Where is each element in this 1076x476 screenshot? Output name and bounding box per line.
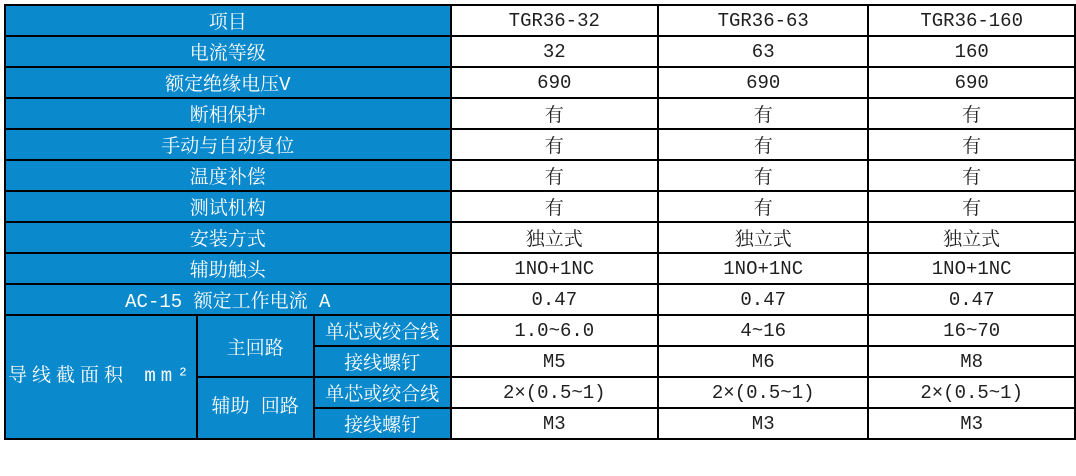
table-row-rated-insulation-voltage xyxy=(5,67,1075,98)
value-cell: M8 xyxy=(868,346,1075,377)
table-row-current-class xyxy=(5,36,1075,67)
value-cell: 4~16 xyxy=(658,315,868,346)
value-cell: 有 xyxy=(658,98,868,129)
value-cell: 2×(0.5~1) xyxy=(868,377,1075,408)
table-row-manual-auto-reset xyxy=(5,129,1075,160)
value-cell: 有 xyxy=(868,129,1075,160)
value-cell: M3 xyxy=(868,408,1075,439)
row-label-mounting-type: 安装方式 xyxy=(5,222,451,253)
spec-table xyxy=(4,4,1076,440)
table-row-temperature-compensation xyxy=(5,160,1075,191)
value-cell: 有 xyxy=(658,191,868,222)
col-header-model-tgr36-160: TGR36-160 xyxy=(868,5,1075,36)
table-row-phase-loss-protection xyxy=(5,98,1075,129)
table-row-test-mechanism xyxy=(5,191,1075,222)
table-row-auxiliary-contacts xyxy=(5,253,1075,284)
row-label-aux-circuit: 辅助 回路 xyxy=(197,377,314,439)
value-cell: M5 xyxy=(451,346,659,377)
row-label-test-mechanism: 测试机构 xyxy=(5,191,451,222)
value-cell: 有 xyxy=(451,129,659,160)
value-cell: 有 xyxy=(451,160,659,191)
row-label-temperature-compensation: 温度补偿 xyxy=(5,160,451,191)
value-cell: M3 xyxy=(658,408,868,439)
row-label-terminal-screw: 接线螺钉 xyxy=(314,346,451,377)
value-cell: 独立式 xyxy=(451,222,659,253)
table-row-mounting-type xyxy=(5,222,1075,253)
row-label-terminal-screw: 接线螺钉 xyxy=(314,408,451,439)
row-label-manual-auto-reset: 手动与自动复位 xyxy=(5,129,451,160)
value-cell: 1NO+1NC xyxy=(658,253,868,284)
value-cell: 有 xyxy=(451,191,659,222)
value-cell: 有 xyxy=(868,98,1075,129)
value-cell: 有 xyxy=(868,191,1075,222)
value-cell: 有 xyxy=(658,160,868,191)
value-cell: 有 xyxy=(451,98,659,129)
value-cell: 160 xyxy=(868,36,1075,67)
table-row-main-circuit-wire xyxy=(5,315,1075,346)
col-header-model-tgr36-32: TGR36-32 xyxy=(451,5,659,36)
value-cell: 690 xyxy=(658,67,868,98)
row-label-wire-cross-section: 导线截面积 mm² xyxy=(5,315,197,439)
value-cell: 有 xyxy=(658,129,868,160)
row-label-single-or-stranded-wire: 单芯或绞合线 xyxy=(314,377,451,408)
table-row-header xyxy=(5,5,1075,36)
value-cell: M3 xyxy=(451,408,659,439)
value-cell: 有 xyxy=(868,160,1075,191)
value-cell: 63 xyxy=(658,36,868,67)
table-row-ac15-rated-current xyxy=(5,284,1075,315)
row-label-phase-loss-protection: 断相保护 xyxy=(5,98,451,129)
value-cell: 32 xyxy=(451,36,659,67)
value-cell: 1.0~6.0 xyxy=(451,315,659,346)
col-header-model-tgr36-63: TGR36-63 xyxy=(658,5,868,36)
row-label-item: 项目 xyxy=(5,5,451,36)
row-label-main-circuit: 主回路 xyxy=(197,315,314,377)
row-label-current-class: 电流等级 xyxy=(5,36,451,67)
value-cell: 16~70 xyxy=(868,315,1075,346)
value-cell: 0.47 xyxy=(658,284,868,315)
value-cell: M6 xyxy=(658,346,868,377)
row-label-ac15-rated-current: AC-15 额定工作电流 A xyxy=(5,284,451,315)
row-label-auxiliary-contacts: 辅助触头 xyxy=(5,253,451,284)
row-label-rated-insulation-voltage: 额定绝缘电压V xyxy=(5,67,451,98)
value-cell: 独立式 xyxy=(658,222,868,253)
value-cell: 独立式 xyxy=(868,222,1075,253)
value-cell: 0.47 xyxy=(451,284,659,315)
value-cell: 1NO+1NC xyxy=(868,253,1075,284)
value-cell: 690 xyxy=(868,67,1075,98)
value-cell: 0.47 xyxy=(868,284,1075,315)
value-cell: 2×(0.5~1) xyxy=(451,377,659,408)
value-cell: 2×(0.5~1) xyxy=(658,377,868,408)
value-cell: 1NO+1NC xyxy=(451,253,659,284)
row-label-single-or-stranded-wire: 单芯或绞合线 xyxy=(314,315,451,346)
value-cell: 690 xyxy=(451,67,659,98)
